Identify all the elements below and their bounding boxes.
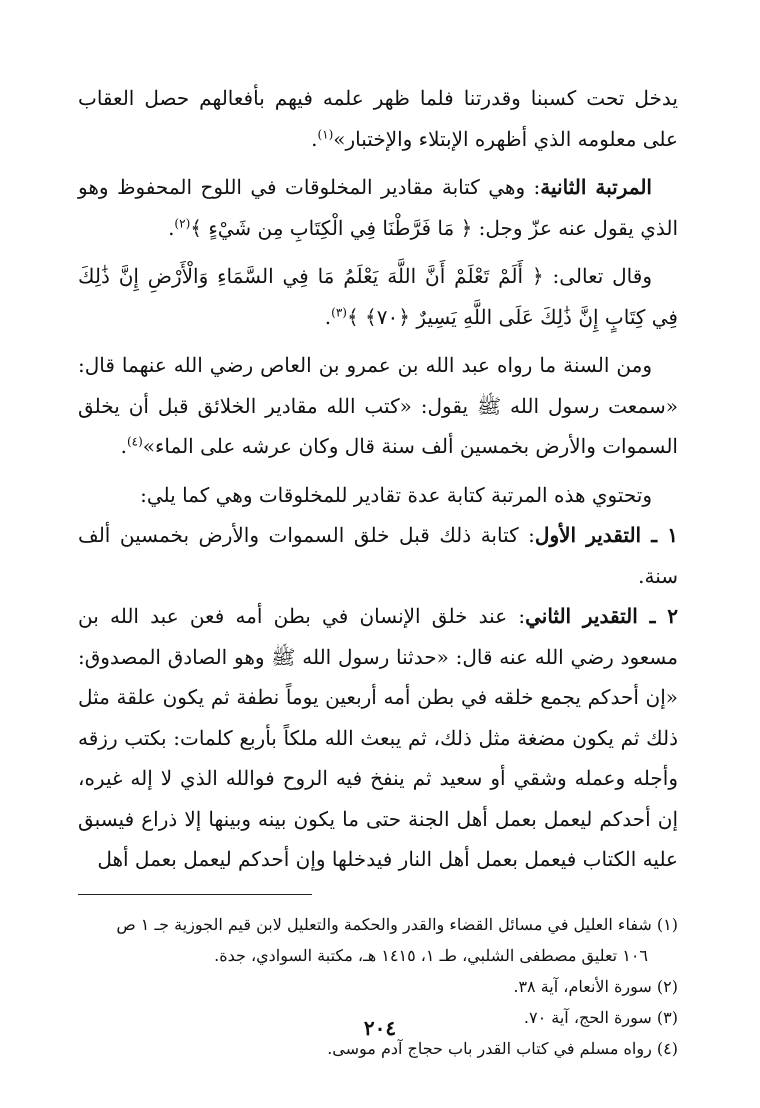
footnote-1-line-1: (١) شفاء العليل في مسائل القضاء والقدر والحكمة والتعليل لابن قيم الجوزية جـ ١ ص <box>116 914 678 934</box>
paragraph-2-text: : وهي كتابة مقادير المخلوقات في اللوح المحفوظ وهو الذي يقول عنه عزّ وجل: ﴿ مَا فَرَّطْنَا فِي الْكِتَابِ مِن شَيْءٍ ﴾ <box>78 175 678 240</box>
paragraph-5 <box>78 475 678 516</box>
paragraph-4-text: ومن السنة ما رواه عبد الله بن عمرو بن العاص رضي الله عنهما قال: «سمعت رسول الله ﷺ يقول: «كتب الله مقادير الخلائق قبل أن يخلق السموات والأرض بخمسين ألف سنة قال وكان عرشه على الماء» <box>78 353 678 458</box>
first-estimate-text: : كتابة ذلك قبل خلق السموات والأرض بخمسين ألف سنة. <box>78 523 678 588</box>
paragraph-1-line-2: معلومه الذي أظهره الإبتلاء والإختبار» <box>333 126 637 151</box>
page-number: ٢٠٤ <box>363 1016 397 1040</box>
footnote-2 <box>78 971 678 1002</box>
footnote-separator <box>78 894 312 895</box>
footnotes <box>78 909 678 1064</box>
paragraph-3-text: وقال تعالى: ﴿ أَلَمْ تَعْلَمْ أَنَّ اللَّهَ يَعْلَمُ مَا فِي السَّمَاءِ وَالْأَرْضِ إِنَّ ذَٰلِكَ فِي كِتَابٍ إِنَّ ذَٰلِكَ عَلَى اللَّهِ يَسِيرٌ ﴿٧٠﴾ ﴾ <box>78 264 678 329</box>
paragraph-3: وقال تعالى: ﴿ أَلَمْ تَعْلَمْ أَنَّ اللَّهَ يَعْلَمُ مَا فِي السَّمَاءِ وَالْأَرْضِ إِنَّ ذَٰلِكَ فِي كِتَابٍ إِنَّ ذَٰلِكَ عَلَى اللَّهِ يَسِيرٌ ﴿٧٠﴾ ﴾$^{(٣)}$. <box>78 264 678 329</box>
paragraph-2: المرتبة الثانية: وهي كتابة مقادير المخلوقات في اللوح المحفوظ وهو الذي يقول عنه عزّ وجل: ﴿ مَا فَرَّطْنَا فِي الْكِتَابِ مِن شَيْءٍ ﴾$^{(٢)}$. <box>78 175 678 240</box>
footnote-1 <box>78 909 678 940</box>
second-rank-heading: المرتبة الثانية <box>540 175 652 199</box>
footnote-3-text: (٣) سورة الحج، آية ٧٠. <box>523 1007 678 1027</box>
paragraph-5-text: وتحتوي هذه المرتبة كتابة عدة تقادير للمخلوقات وهي كما يلي: <box>140 482 652 507</box>
footnote-1-continuation <box>78 940 678 971</box>
second-estimate-text: : عند خلق الإنسان في بطن أمه فعن عبد الله بن مسعود رضي الله عنه قال: «حدثنا رسول الله ﷺ وهو الصادق المصدوق: «إن أحدكم يجمع خلقه في بطن أمه أربعين يوماً نطفة ثم يكون علقة مثل ذلك ثم يكون مضغة مثل ذلك، ثم يبعث الله ملكاً بأربع كلمات: بكتب رزقه وأجله وعمله وشقي أو سعيد ثم ينفخ فيه الروح فوالله الذي لا إله غيره، إن أحدكم ليعمل بعمل أهل الجنة حتى ما يكون بينه وبينها إلا ذراع فيسبق عليه الكتاب فيعمل بعمل أهل النار فيدخلها وإن أحدكم ليعمل بعمل أهل <box>78 604 678 871</box>
footnote-2-text: (٢) سورة الأنعام، آية ٣٨. <box>513 976 678 996</box>
footnote-ref-2: (٢) <box>174 215 191 230</box>
book-page <box>78 78 678 1064</box>
footnote-ref-1: (١) <box>317 126 334 141</box>
footnote-ref-4: (٤) <box>126 434 143 449</box>
footnote-4-text: (٤) رواه مسلم في كتاب القدر باب حجاج آدم موسى. <box>327 1038 678 1058</box>
list-item-2 <box>78 596 678 880</box>
paragraph-1-line-1: يدخل تحت كسبنا وقدرتنا فلما ظهر علمه فيهم بأفعالهم حصل العقاب على <box>78 86 678 151</box>
main-text <box>78 78 678 880</box>
footnote-ref-3: (٣) <box>331 304 347 319</box>
paragraph-1: يدخل تحت كسبنا وقدرتنا فلما ظهر علمه فيهم بأفعالهم حصل العقاب على معلومه الذي أظهره الإبتلاء والإختبار»$^{(١)}$. <box>78 86 678 151</box>
first-estimate-heading: ١ ـ التقدير الأول <box>534 523 678 547</box>
list-item-1 <box>78 515 678 596</box>
second-estimate-heading: ٢ ـ التقدير الثاني <box>525 604 679 628</box>
footnote-1-line-2: ١٠٦ تعليق مصطفى الشلبي، طـ ١، ١٤١٥ هـ، مكتبة السوادي، جدة. <box>214 945 648 965</box>
paragraph-4: ومن السنة ما رواه عبد الله بن عمرو بن العاص رضي الله عنهما قال: «سمعت رسول الله ﷺ يقول: «كتب الله مقادير الخلائق قبل أن يخلق السموات والأرض بخمسين ألف سنة قال وكان عرشه على الماء»$^{(٤)}$. <box>78 353 678 458</box>
